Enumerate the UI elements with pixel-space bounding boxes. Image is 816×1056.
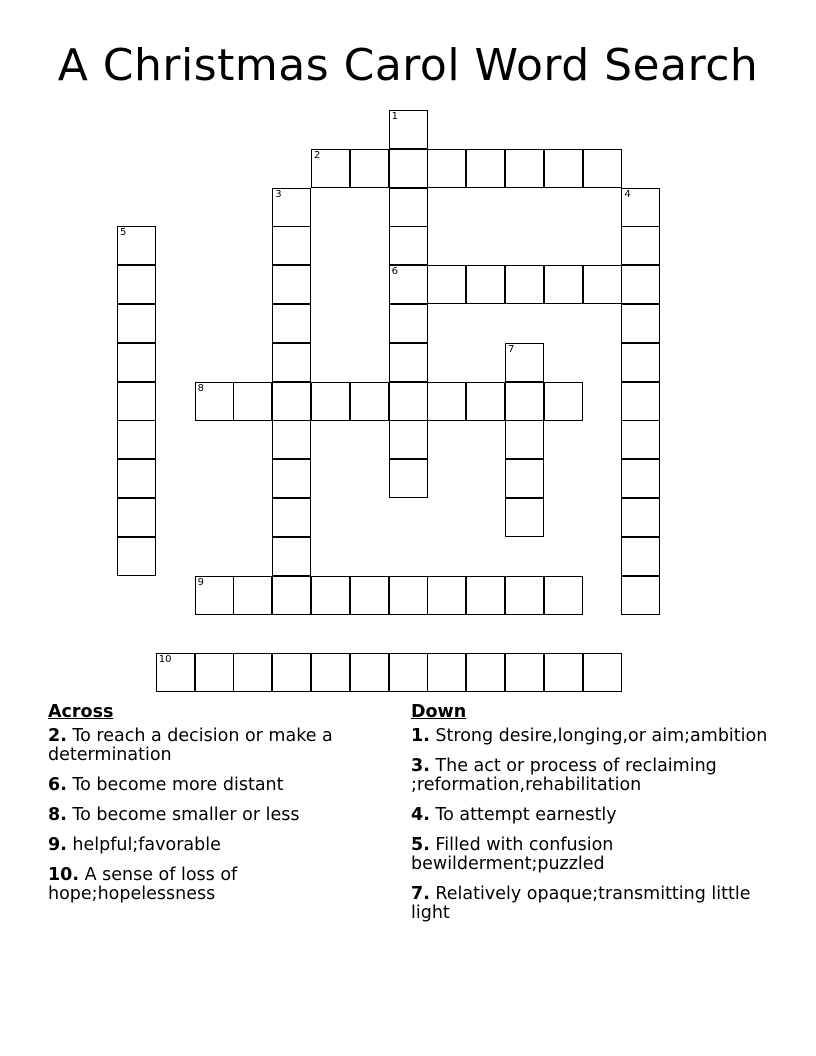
crossword-cell[interactable] <box>117 537 156 576</box>
crossword-cell[interactable] <box>621 537 660 576</box>
page-title: A Christmas Carol Word Search <box>57 40 759 91</box>
crossword-cell[interactable] <box>350 382 389 421</box>
crossword-cell[interactable] <box>233 576 272 615</box>
crossword-cell[interactable] <box>505 420 544 459</box>
clue-text: Filled with confusion bewilderment;puzzled <box>411 835 614 874</box>
crossword-cell[interactable] <box>621 498 660 537</box>
clue-text: To attempt earnestly <box>435 805 617 825</box>
crossword-cell[interactable] <box>466 576 505 615</box>
crossword-cell[interactable] <box>272 498 311 537</box>
clue-number: 7 <box>411 884 424 904</box>
crossword-cell[interactable] <box>117 304 156 343</box>
cell-number: 9 <box>197 576 204 588</box>
crossword-cell[interactable] <box>466 265 505 304</box>
across-clue: 8. To become smaller or less <box>48 805 300 825</box>
crossword-cell[interactable] <box>311 149 350 188</box>
crossword-cell[interactable] <box>505 498 544 537</box>
crossword-cell[interactable] <box>233 653 272 692</box>
crossword-cell[interactable] <box>389 382 428 421</box>
crossword-cell[interactable] <box>272 226 311 265</box>
clue-text: To become smaller or less <box>72 805 300 825</box>
cell-number: 6 <box>391 266 398 278</box>
crossword-cell[interactable] <box>544 576 583 615</box>
crossword-cell[interactable] <box>466 149 505 188</box>
crossword-cell[interactable] <box>272 382 311 421</box>
crossword-cell[interactable] <box>195 576 234 615</box>
crossword-cell[interactable] <box>466 382 505 421</box>
across-clue: 9. helpful;favorable <box>48 835 221 855</box>
clue-text: To become more distant <box>72 775 284 795</box>
crossword-cell[interactable] <box>389 188 428 227</box>
crossword-cell[interactable] <box>427 382 466 421</box>
crossword-cell[interactable] <box>117 459 156 498</box>
crossword-cell[interactable] <box>544 265 583 304</box>
crossword-cell[interactable] <box>272 265 311 304</box>
crossword-cell[interactable] <box>544 382 583 421</box>
crossword-cell[interactable] <box>389 343 428 382</box>
across-clue: 2. To reach a decision or make a determination <box>48 726 333 765</box>
clue-text: The act or process of reclaiming ;reformation,rehabilitation <box>411 756 717 795</box>
crossword-cell[interactable] <box>621 382 660 421</box>
down-heading: Down <box>411 702 467 722</box>
clue-number: 5 <box>411 835 424 855</box>
cell-number: 4 <box>624 188 631 200</box>
crossword-cell[interactable] <box>117 420 156 459</box>
crossword-cell[interactable] <box>621 226 660 265</box>
cell-number: 3 <box>275 188 282 200</box>
crossword-cell[interactable] <box>195 653 234 692</box>
crossword-cell[interactable] <box>311 576 350 615</box>
clue-number: 8 <box>48 805 61 825</box>
crossword-cell[interactable] <box>544 149 583 188</box>
crossword-cell[interactable] <box>621 265 660 304</box>
crossword-cell[interactable] <box>389 653 428 692</box>
cell-number: 5 <box>120 227 127 239</box>
clue-number: 3 <box>411 756 424 776</box>
crossword-cell[interactable] <box>583 149 622 188</box>
clue-number: 9 <box>48 835 61 855</box>
down-clue: 5. Filled with confusion bewilderment;puzzled <box>411 835 614 874</box>
crossword-cell[interactable] <box>117 343 156 382</box>
across-clue: 6. To become more distant <box>48 775 284 795</box>
crossword-cell[interactable] <box>117 498 156 537</box>
down-clue: 4. To attempt earnestly <box>411 805 617 825</box>
down-clue: 3. The act or process of reclaiming ;reformation,rehabilitation <box>411 756 717 795</box>
clue-number: 1 <box>411 726 424 746</box>
cell-number: 10 <box>158 654 172 666</box>
crossword-cell[interactable] <box>466 653 505 692</box>
clue-text: Strong desire,longing,or aim;ambition <box>435 726 768 746</box>
clue-number: 6 <box>48 775 61 795</box>
crossword-cell[interactable] <box>389 576 428 615</box>
crossword-cell[interactable] <box>621 304 660 343</box>
cell-number: 2 <box>314 149 321 161</box>
crossword-cell[interactable] <box>311 653 350 692</box>
crossword-cell[interactable] <box>389 265 428 304</box>
crossword-cell[interactable] <box>621 420 660 459</box>
crossword-cell[interactable] <box>505 265 544 304</box>
crossword-cell[interactable] <box>156 653 195 692</box>
cell-number: 7 <box>508 343 515 355</box>
crossword-cell[interactable] <box>505 382 544 421</box>
crossword-cell[interactable] <box>272 576 311 615</box>
crossword-cell[interactable] <box>621 459 660 498</box>
crossword-cell[interactable] <box>427 265 466 304</box>
crossword-cell[interactable] <box>272 343 311 382</box>
crossword-cell[interactable] <box>272 188 311 227</box>
crossword-cell[interactable] <box>311 382 350 421</box>
crossword-cell[interactable] <box>389 420 428 459</box>
crossword-cell[interactable] <box>233 382 272 421</box>
crossword-cell[interactable] <box>350 149 389 188</box>
crossword-cell[interactable] <box>389 149 428 188</box>
crossword-cell[interactable] <box>427 576 466 615</box>
crossword-cell[interactable] <box>272 653 311 692</box>
crossword-cell[interactable] <box>544 653 583 692</box>
crossword-cell[interactable] <box>350 576 389 615</box>
across-clue: 10. A sense of loss of hope;hopelessness <box>48 865 238 904</box>
crossword-cell[interactable] <box>505 653 544 692</box>
clue-number: 4 <box>411 805 424 825</box>
across-clues <box>48 702 388 915</box>
cell-number: 8 <box>197 382 204 394</box>
crossword-cell[interactable] <box>621 343 660 382</box>
clue-text: To reach a decision or make a determination <box>48 726 333 765</box>
crossword-cell[interactable] <box>427 653 466 692</box>
clue-number: 10 <box>48 865 73 885</box>
crossword-cell[interactable] <box>621 188 660 227</box>
crossword-cell[interactable] <box>117 382 156 421</box>
crossword-cell[interactable] <box>583 265 622 304</box>
crossword-cell[interactable] <box>505 576 544 615</box>
down-clue: 1. Strong desire,longing,or aim;ambition <box>411 726 768 746</box>
crossword-cell[interactable] <box>272 537 311 576</box>
crossword-cell[interactable] <box>389 459 428 498</box>
cell-number: 1 <box>391 111 398 122</box>
crossword-cell[interactable] <box>350 653 389 692</box>
crossword-cell[interactable] <box>505 149 544 188</box>
crossword-cell[interactable] <box>389 226 428 265</box>
down-clue: 7. Relatively opaque;transmitting little light <box>411 884 751 923</box>
crossword-cell[interactable] <box>195 382 234 421</box>
clue-number: 2 <box>48 726 61 746</box>
crossword-cell[interactable] <box>272 420 311 459</box>
crossword-cell[interactable] <box>389 304 428 343</box>
clue-text: helpful;favorable <box>72 835 221 855</box>
crossword-cell[interactable] <box>272 304 311 343</box>
clue-text: A sense of loss of hope;hopelessness <box>48 865 238 904</box>
across-heading: Across <box>48 702 114 722</box>
crossword-cell[interactable] <box>621 576 660 615</box>
crossword-cell[interactable] <box>583 653 622 692</box>
crossword-cell[interactable] <box>427 149 466 188</box>
crossword-cell[interactable] <box>389 110 428 149</box>
crossword-cell[interactable] <box>505 343 544 382</box>
crossword-cell[interactable] <box>505 459 544 498</box>
crossword-cell[interactable] <box>117 226 156 265</box>
clue-text: Relatively opaque;transmitting little light <box>411 884 751 923</box>
crossword-cell[interactable] <box>117 265 156 304</box>
down-clues <box>411 702 791 934</box>
crossword-cell[interactable] <box>272 459 311 498</box>
